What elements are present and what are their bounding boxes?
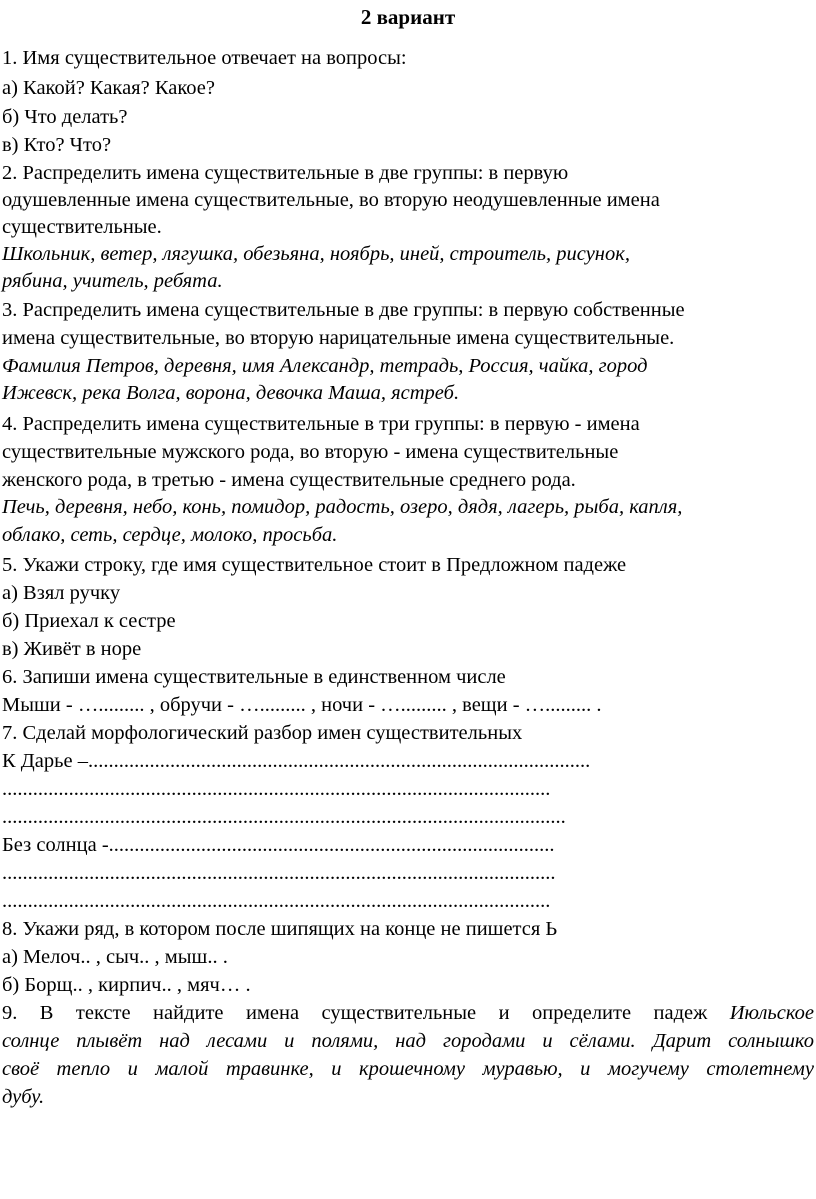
q9-line1 bbox=[2, 1000, 814, 1027]
q5-question: 5. Укажи строку, где имя существительное стоит в Предложном падеже bbox=[2, 554, 627, 576]
q8-option-b: б) Борщ.. , кирпич.. , мяч… . bbox=[2, 974, 251, 996]
q2-words-line2: рябина, учитель, ребята. bbox=[2, 270, 223, 292]
q2-text-line1: 2. Распределить имена существительные в две группы: в первую bbox=[2, 162, 569, 184]
q4-text-line3: женского рода, в третью - имена существительные среднего рода. bbox=[2, 469, 576, 491]
q7-dots-line4: ........................................................................................................... bbox=[2, 890, 551, 912]
q9-line2: солнце плывёт над лесами и полями, над городами и сёлами. Дарит солнышко bbox=[2, 1030, 814, 1052]
q2-words-line1: Школьник, ветер, лягушка, обезьяна, ноябрь, иней, строитель, рисунок, bbox=[2, 243, 630, 265]
q3-text-line1: 3. Распределить имена существительные в две группы: в первую собственные bbox=[2, 299, 685, 321]
q9-text-start: Июльское bbox=[729, 1002, 814, 1024]
q5-option-a: а) Взял ручку bbox=[2, 582, 121, 604]
q7-dots-line3: ............................................................................................................ bbox=[2, 862, 556, 884]
q2-text-line2: одушевленные имена существительные, во вторую неодушевленные имена bbox=[2, 189, 660, 211]
q6-exercise-line: Мыши - …......... , обручи - …......... , ночи - …......... , вещи - …......... . bbox=[2, 694, 602, 716]
q1-option-a: а) Какой? Какая? Какое? bbox=[2, 77, 215, 99]
q7-dative-line: К Дарье –.................................................................................................. bbox=[2, 750, 591, 772]
q3-words-line1: Фамилия Петров, деревня, имя Александр, тетрадь, Россия, чайка, город bbox=[2, 355, 648, 377]
q2-text-line3: существительные. bbox=[2, 216, 162, 238]
q8-question: 8. Укажи ряд, в котором после шипящих на конце не пишется Ь bbox=[2, 918, 558, 940]
q4-text-line2: существительные мужского рода, во вторую - имена существительные bbox=[2, 441, 619, 463]
q6-question: 6. Запиши имена существительные в единственном числе bbox=[2, 666, 506, 688]
q9-instruction: 9. В тексте найдите имена существительные и определите падеж bbox=[2, 1002, 708, 1024]
q9-line3: своё тепло и малой травинке, и крошечному муравью, и могучему столетнему bbox=[2, 1058, 814, 1080]
q7-dots-line1: ........................................................................................................... bbox=[2, 778, 551, 800]
q5-option-b: б) Приехал к сестре bbox=[2, 610, 176, 632]
q4-text-line1: 4. Распределить имена существительные в три группы: в первую - имена bbox=[2, 413, 640, 435]
q7-genitive-line: Без солнца -....................................................................................... bbox=[2, 834, 555, 856]
q3-words-line2: Ижевск, река Волга, ворона, девочка Маша, ястреб. bbox=[2, 382, 460, 404]
q1-option-b: б) Что делать? bbox=[2, 106, 128, 128]
q9-line4: дубу. bbox=[2, 1086, 45, 1108]
q4-words-line1: Печь, деревня, небо, конь, помидор, радость, озеро, дядя, лагерь, рыба, капля, bbox=[2, 496, 683, 518]
q1-option-c: в) Кто? Что? bbox=[2, 134, 112, 156]
q3-text-line2: имена существительные, во вторую нарицательные имена существительные. bbox=[2, 327, 675, 349]
q4-words-line2: облако, сеть, сердце, молоко, просьба. bbox=[2, 524, 338, 546]
page-title: 2 вариант bbox=[360, 5, 456, 29]
q8-option-a: а) Мелоч.. , сыч.. , мыш.. . bbox=[2, 946, 228, 968]
q7-question: 7. Сделай морфологический разбор имен существительных bbox=[2, 722, 523, 744]
q5-option-c: в) Живёт в норе bbox=[2, 638, 142, 660]
q7-dots-line2: .............................................................................................................. bbox=[2, 806, 566, 828]
q1-question: 1. Имя существительное отвечает на вопросы: bbox=[2, 47, 407, 69]
